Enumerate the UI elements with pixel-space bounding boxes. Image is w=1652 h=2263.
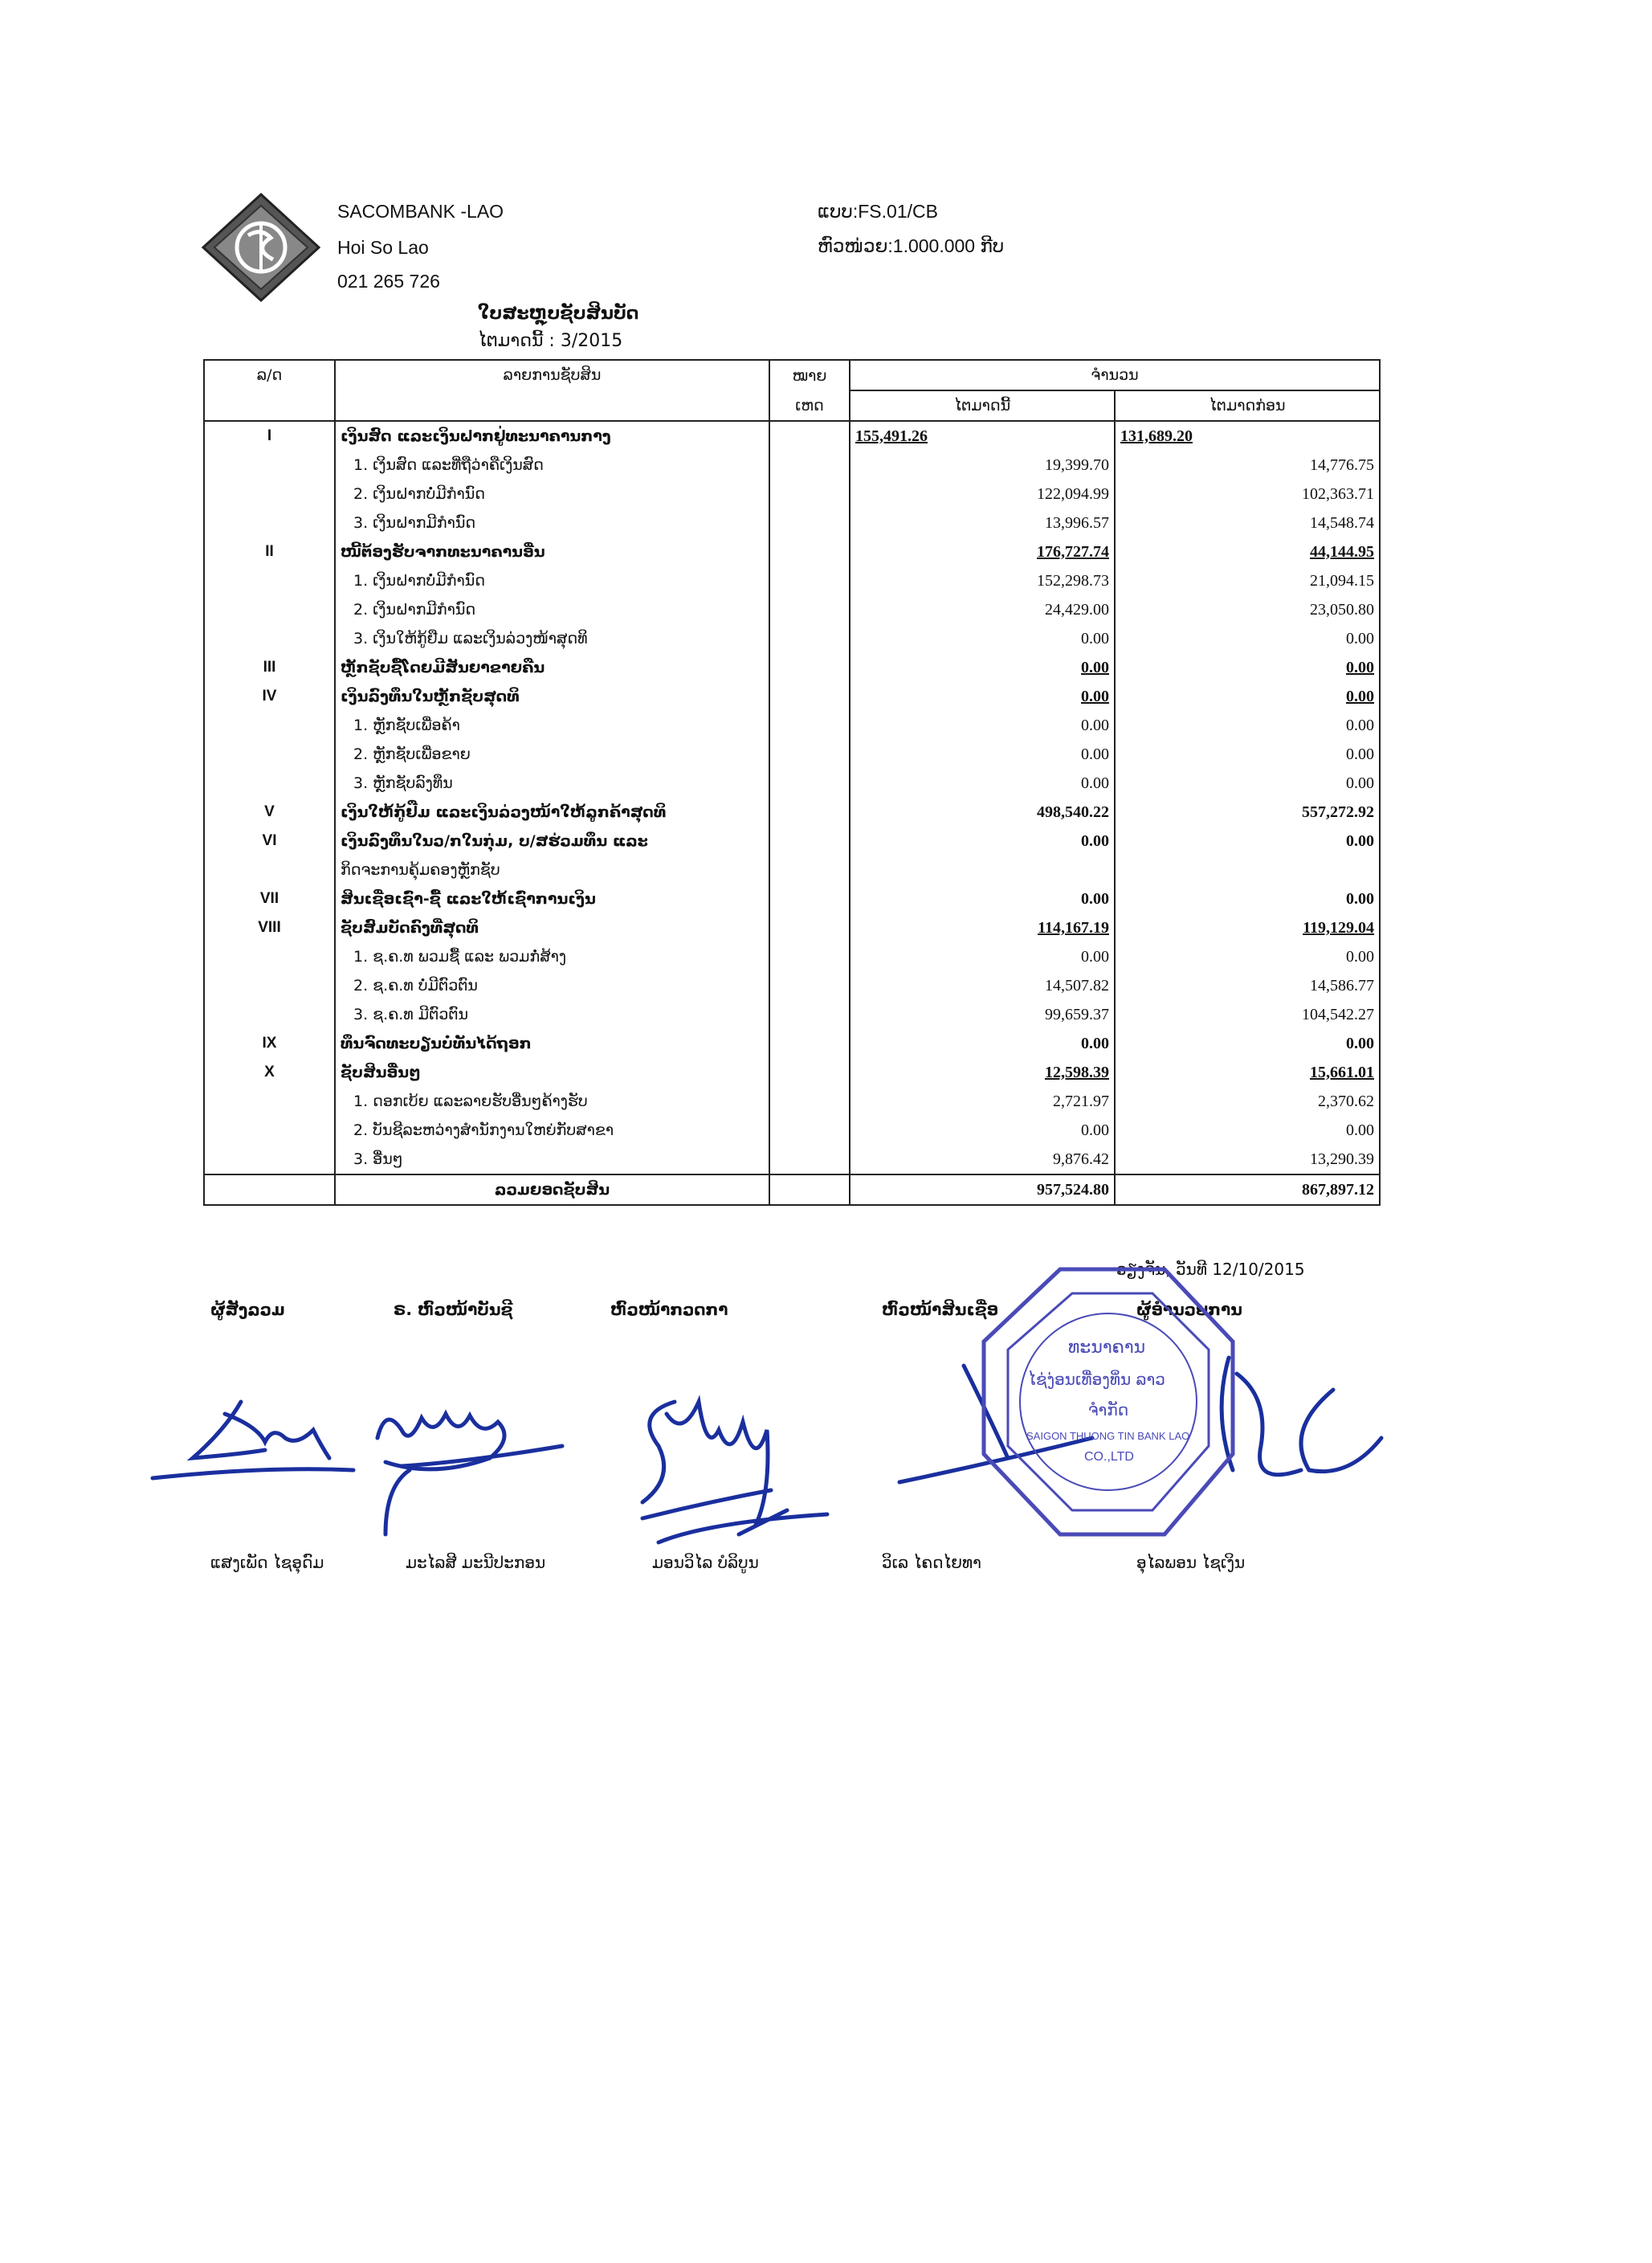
- signatory-name-3: ມອນວິໄລ ບໍລິບູນ: [652, 1553, 759, 1572]
- table-row: [204, 421, 1380, 451]
- row-note: [769, 682, 850, 711]
- row-item: 2. ຊ.ຄ.ທ ບໍ່ມີຕົວຕົນ: [335, 971, 769, 1000]
- unit-label: ຫົວໜ່ວຍ:1.000.000 ກີບ: [818, 235, 1005, 256]
- row-note: [769, 537, 850, 566]
- period-label: ໄຕມາດນີ້ : 3/2015: [478, 331, 623, 351]
- row-number: I: [204, 421, 335, 451]
- row-number: VII: [204, 884, 335, 913]
- stamp-english-name: SAIGON THUONG TIN BANK LAO: [1026, 1430, 1190, 1442]
- document-title: ໃບສະຫຼຸບຊັບສິນບັດ: [478, 304, 639, 324]
- row-item: ເງິນລົງທຶນໃນຫຼັກຊັບສຸດທິ: [335, 682, 769, 711]
- row-number: IX: [204, 1029, 335, 1058]
- stamp-lao-line-2: ໄຊ່ງ່ອນເທື່ອງທິ່ນ ລາວ: [1028, 1370, 1165, 1389]
- signatory-name-5: ອຸໄລພອນ ໄຊເງິນ: [1136, 1553, 1246, 1572]
- row-number: [204, 595, 335, 624]
- row-item: 3. ເງິນຝາກມີກຳນົດ: [335, 509, 769, 537]
- place-date: ວຽງຈັນ, ວັນທີ 12/10/2015: [1116, 1260, 1305, 1279]
- row-current: 12,598.39: [850, 1058, 1115, 1087]
- total-note: [769, 1174, 850, 1205]
- row-number: V: [204, 798, 335, 827]
- table-row: [204, 913, 1380, 942]
- row-previous: 0.00: [1115, 942, 1380, 971]
- row-note: [769, 451, 850, 480]
- row-item: 2. ເງິນຝາກມີກຳນົດ: [335, 595, 769, 624]
- col-header-previous: ໄຕມາດກ່ອນ: [1115, 390, 1380, 421]
- row-current: 176,727.74: [850, 537, 1115, 566]
- row-previous: 104,542.27: [1115, 1000, 1380, 1029]
- row-previous: 0.00: [1115, 711, 1380, 740]
- signatory-title-5: ຜູ້ອຳນວຍການ: [1136, 1300, 1242, 1319]
- table-row: [204, 856, 1380, 884]
- table-row: [204, 769, 1380, 798]
- signatory-name-1: ແສງເພັດ ໄຊອຸດົມ: [210, 1553, 324, 1572]
- table-row: [204, 971, 1380, 1000]
- row-current: 19,399.70: [850, 451, 1115, 480]
- row-current: 24,429.00: [850, 595, 1115, 624]
- row-current: 0.00: [850, 653, 1115, 682]
- row-current: 0.00: [850, 624, 1115, 653]
- row-item: 1. ຊ.ຄ.ທ ພວມຊື້ ແລະ ພວມກໍ່ສ້າງ: [335, 942, 769, 971]
- stamp-lao-line-3: ຈຳກັດ: [1088, 1400, 1129, 1419]
- row-current: 0.00: [850, 1029, 1115, 1058]
- col-header-no: ລ/ດ: [204, 360, 335, 421]
- row-item: 2. ບັນຊີລະຫວ່າງສຳນັກງານໃຫຍ່ກັບສາຂາ: [335, 1116, 769, 1145]
- row-note: [769, 942, 850, 971]
- row-number: X: [204, 1058, 335, 1087]
- table-row: [204, 1029, 1380, 1058]
- row-current: 14,507.82: [850, 971, 1115, 1000]
- row-number: [204, 509, 335, 537]
- row-previous: [1115, 856, 1380, 884]
- row-previous: 0.00: [1115, 653, 1380, 682]
- col-header-note-2: ເຫດ: [769, 390, 850, 421]
- row-note: [769, 566, 850, 595]
- row-note: [769, 653, 850, 682]
- row-note: [769, 509, 850, 537]
- table-row: [204, 884, 1380, 913]
- row-previous: 0.00: [1115, 740, 1380, 769]
- row-current: 155,491.26: [850, 421, 1115, 451]
- row-previous: 23,050.80: [1115, 595, 1380, 624]
- signatory-title-2: ຣ. ຫົວໜ້າບັນຊີ: [394, 1300, 513, 1319]
- signatory-title-1: ຜູ້ສັງລວມ: [210, 1300, 285, 1319]
- row-previous: 102,363.71: [1115, 480, 1380, 509]
- row-previous: 0.00: [1115, 624, 1380, 653]
- row-note: [769, 971, 850, 1000]
- bank-phone: 021 265 726: [337, 271, 440, 292]
- row-item: 2. ຫຼັກຊັບເພື່ອຂາຍ: [335, 740, 769, 769]
- row-current: 13,996.57: [850, 509, 1115, 537]
- row-previous: 13,290.39: [1115, 1145, 1380, 1174]
- row-item: 3. ຫຼັກຊັບລົງທຶນ: [335, 769, 769, 798]
- row-previous: 15,661.01: [1115, 1058, 1380, 1087]
- row-current: 122,094.99: [850, 480, 1115, 509]
- signatory-name-2: ມະໄລສີ ມະນີປະກອນ: [406, 1553, 546, 1572]
- row-note: [769, 769, 850, 798]
- row-previous: 131,689.20: [1115, 421, 1380, 451]
- row-item: ທຶນຈົດທະບຽນບໍ່ທັນໄດ້ຖອກ: [335, 1029, 769, 1058]
- row-number: [204, 566, 335, 595]
- row-current: 498,540.22: [850, 798, 1115, 827]
- row-number: [204, 856, 335, 884]
- row-number: IV: [204, 682, 335, 711]
- row-number: [204, 624, 335, 653]
- row-item: 1. ດອກເບ້ຍ ແລະລາຍຮັບອື່ນໆຄ້າງຮັບ: [335, 1087, 769, 1116]
- row-note: [769, 1116, 850, 1145]
- row-current: 152,298.73: [850, 566, 1115, 595]
- signatory-name-4: ວິເລ ໄຄດໄຍທາ: [882, 1553, 981, 1572]
- signatory-title-4: ຫົວໜ້າສິນເຊື່ອ: [882, 1300, 999, 1319]
- row-note: [769, 480, 850, 509]
- row-note: [769, 798, 850, 827]
- row-note: [769, 1000, 850, 1029]
- bank-address: Hoi So Lao: [337, 237, 429, 258]
- stamp-lao-line-1: ທະນາຄານ: [1068, 1338, 1146, 1358]
- table-row: [204, 827, 1380, 856]
- table-row: [204, 509, 1380, 537]
- row-number: [204, 711, 335, 740]
- balance-sheet-table: [203, 359, 1381, 1206]
- row-note: [769, 1029, 850, 1058]
- row-number: [204, 1116, 335, 1145]
- row-item: ເງິນລົງທຶນໃນວ/ກໃນກຸ່ມ, ບ/ສຮ່ວມທຶນ ແລະ: [335, 827, 769, 856]
- row-note: [769, 856, 850, 884]
- row-previous: 21,094.15: [1115, 566, 1380, 595]
- row-previous: 14,586.77: [1115, 971, 1380, 1000]
- row-number: [204, 451, 335, 480]
- row-current: 0.00: [850, 711, 1115, 740]
- row-current: [850, 856, 1115, 884]
- row-item: ໜີ້ຕ້ອງຮັບຈາກທະນາຄານອື່ນ: [335, 537, 769, 566]
- table-row: [204, 1116, 1380, 1145]
- row-current: 0.00: [850, 1116, 1115, 1145]
- row-current: 0.00: [850, 827, 1115, 856]
- col-header-amount: ຈຳນວນ: [850, 360, 1380, 390]
- row-previous: 119,129.04: [1115, 913, 1380, 942]
- row-previous: 0.00: [1115, 769, 1380, 798]
- row-item: 3. ຊ.ຄ.ທ ມີຕົວຕົນ: [335, 1000, 769, 1029]
- table-row: [204, 1145, 1380, 1174]
- stamp-english-sub: CO.,LTD: [1084, 1450, 1134, 1464]
- row-previous: 0.00: [1115, 1029, 1380, 1058]
- col-header-note-1: ໝາຍ: [769, 360, 850, 390]
- table-row: [204, 566, 1380, 595]
- row-number: [204, 1145, 335, 1174]
- col-header-item: ລາຍການຊັບສິນ: [335, 360, 769, 421]
- row-previous: 0.00: [1115, 1116, 1380, 1145]
- row-number: VIII: [204, 913, 335, 942]
- row-item: 2. ເງິນຝາກບໍ່ມີກຳນົດ: [335, 480, 769, 509]
- table-row: [204, 595, 1380, 624]
- row-item: ສິນເຊື່ອເຊົ່າ-ຊື້ ແລະໃຫ້ເຊົ່າການເງິນ: [335, 884, 769, 913]
- row-item: 3. ເງິນໃຫ້ກູ້ຢືມ ແລະເງິນລ່ວງໜ້າສຸດທິ: [335, 624, 769, 653]
- row-item: ເງິນໃຫ້ກູ້ຢືມ ແລະເງິນລ່ວງໜ້າໃຫ້ລູກຄ້າສຸດທິ: [335, 798, 769, 827]
- row-previous: 14,776.75: [1115, 451, 1380, 480]
- table-row: [204, 942, 1380, 971]
- row-number: [204, 1000, 335, 1029]
- row-number: VI: [204, 827, 335, 856]
- row-note: [769, 1087, 850, 1116]
- table-row: [204, 480, 1380, 509]
- table-row: [204, 624, 1380, 653]
- total-previous: 867,897.12: [1115, 1174, 1380, 1205]
- table-row: [204, 798, 1380, 827]
- row-note: [769, 711, 850, 740]
- row-number: II: [204, 537, 335, 566]
- row-item: ຊັບສິນອື່ນໆ: [335, 1058, 769, 1087]
- table-row: [204, 653, 1380, 682]
- row-number: [204, 740, 335, 769]
- row-note: [769, 740, 850, 769]
- row-note: [769, 421, 850, 451]
- table-row: [204, 1000, 1380, 1029]
- table-row: [204, 1087, 1380, 1116]
- row-previous: 557,272.92: [1115, 798, 1380, 827]
- total-label: ລວມຍອດຊັບສິນ: [335, 1174, 769, 1205]
- row-note: [769, 913, 850, 942]
- row-number: [204, 942, 335, 971]
- row-note: [769, 624, 850, 653]
- row-previous: 14,548.74: [1115, 509, 1380, 537]
- company-stamp: [972, 1257, 1245, 1546]
- row-note: [769, 827, 850, 856]
- total-current: 957,524.80: [850, 1174, 1115, 1205]
- row-number: [204, 769, 335, 798]
- row-item: 1. ເງິນຝາກບໍ່ມີກຳນົດ: [335, 566, 769, 595]
- col-header-current: ໄຕມາດນີ້: [850, 390, 1115, 421]
- row-current: 0.00: [850, 769, 1115, 798]
- row-item: ກິດຈະການຄຸ້ມຄອງຫຼັກຊັບ: [335, 856, 769, 884]
- row-current: 114,167.19: [850, 913, 1115, 942]
- row-current: 99,659.37: [850, 1000, 1115, 1029]
- row-item: 1. ຫຼັກຊັບເພື່ອຄ້າ: [335, 711, 769, 740]
- row-item: 1. ເງິນສົດ ແລະທີ່ຖືວ່າຄືເງິນສົດ: [335, 451, 769, 480]
- row-current: 0.00: [850, 884, 1115, 913]
- row-previous: 0.00: [1115, 682, 1380, 711]
- row-note: [769, 1058, 850, 1087]
- bank-name: SACOMBANK -LAO: [337, 201, 504, 222]
- row-number: [204, 971, 335, 1000]
- signatory-title-3: ຫົວໜ້າກວດກາ: [610, 1300, 728, 1319]
- row-previous: 2,370.62: [1115, 1087, 1380, 1116]
- row-current: 2,721.97: [850, 1087, 1115, 1116]
- table-row: [204, 537, 1380, 566]
- table-row: [204, 682, 1380, 711]
- bank-logo: [197, 191, 325, 304]
- table-row: [204, 711, 1380, 740]
- row-previous: 0.00: [1115, 827, 1380, 856]
- row-item: ຊັບສົມບັດຄົງທີ່ສຸດທິ: [335, 913, 769, 942]
- form-code: ແບບ:FS.01/CB: [818, 201, 938, 222]
- row-number: [204, 480, 335, 509]
- row-current: 0.00: [850, 942, 1115, 971]
- row-current: 0.00: [850, 682, 1115, 711]
- row-number: [204, 1087, 335, 1116]
- row-note: [769, 595, 850, 624]
- row-item: ເງິນສົດ ແລະເງິນຝາກຢູ່ທະນາຄານກາງ: [335, 421, 769, 451]
- row-item: 3. ອື່ນໆ: [335, 1145, 769, 1174]
- row-item: ຫຼັກຊັບຊື້ໂດຍມີສັນຍາຂາຍຄືນ: [335, 653, 769, 682]
- row-note: [769, 884, 850, 913]
- table-row: [204, 1058, 1380, 1087]
- table-row: [204, 451, 1380, 480]
- total-no: [204, 1174, 335, 1205]
- row-note: [769, 1145, 850, 1174]
- row-number: III: [204, 653, 335, 682]
- table-row: [204, 740, 1380, 769]
- row-current: 9,876.42: [850, 1145, 1115, 1174]
- row-previous: 44,144.95: [1115, 537, 1380, 566]
- row-current: 0.00: [850, 740, 1115, 769]
- row-previous: 0.00: [1115, 884, 1380, 913]
